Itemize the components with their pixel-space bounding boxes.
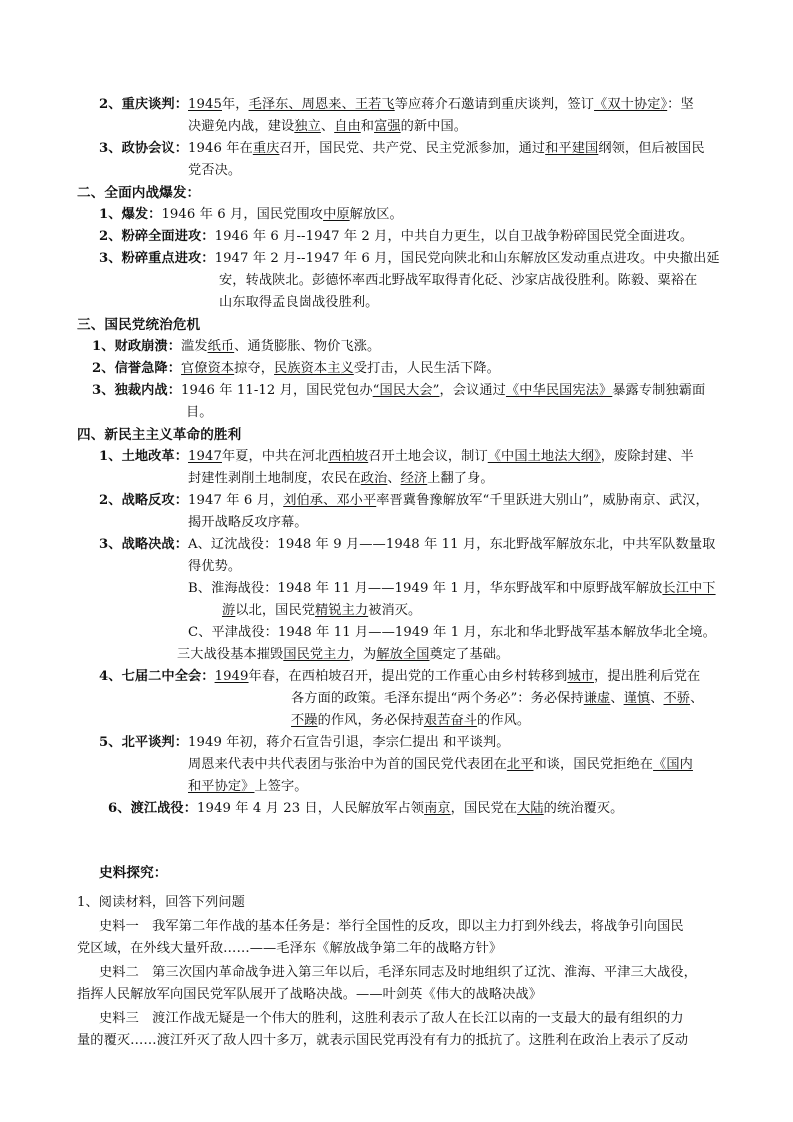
line-outbreak: 1、爆发：1946 年 6 月，国民党围攻中原解放区。 — [99, 207, 403, 222]
line-second-plenum-cont1: 各方面的政策。毛泽东提出“两个务必”：务必保持谦虚、谨慎、不骄、 — [291, 691, 704, 706]
section-heading-kmt-crisis: 三、国民党统治危机 — [77, 317, 201, 333]
line-land-reform: 1、土地改革：1947年夏，中共在河北西柏坡召开土地会议，制订《中国土地法大纲》，废除封建、半 — [99, 449, 694, 464]
material-1-line1: 史料一 我军第二年作战的基本任务是：举行全国性的反攻，即以主力打到外线去，将战争引向国民 — [99, 919, 684, 934]
item-label: 3、政协会议： — [99, 141, 189, 156]
line-river-crossing: 6、渡江战役：1949 年 4 月 23 日，人民解放军占领南京，国民党在大陆的统治覆灭。 — [108, 801, 624, 816]
line-key-offensive: 3、粉碎重点进攻：1947 年 2 月--1947 年 6 月，国民党向陕北和山东解放区发动重点进攻。中央撤出延 — [99, 251, 720, 266]
line-pcc-cont: 党否决。 — [188, 163, 242, 178]
section-heading-study: 史料探究： — [99, 865, 168, 881]
line-full-offensive: 2、粉碎全面进攻：1946 年 6 月--1947 年 2 月，中共自力更生，以自卫战争粉碎国民党全面进攻。 — [99, 229, 694, 244]
section-heading-victory: 四、新民主主义革命的胜利 — [77, 427, 242, 443]
line-chongqing-talks: 2、重庆谈判：1945年，毛泽东、周恩来、王若飞等应蒋介石邀请到重庆谈判，签订《双十协定》：坚 — [99, 97, 694, 112]
line-liaoshen: 3、战略决战：A、辽沈战役：1948 年 9 月——1948 年 11 月，东北野战军解放东北，中共军队数量取 — [99, 537, 716, 552]
material-3-line1: 史料三 渡江作战无疑是一个伟大的胜利，这胜利表示了敌人在长江以南的一支最大的最有组织的力 — [99, 1011, 684, 1026]
underlined-term: 《双十协定》 — [594, 97, 668, 112]
line-credibility: 2、信誉急降：官僚资本掠夺，民族资本主义受打击，人民生活下降。 — [92, 361, 500, 376]
material-2-line2: 指挥人民解放军向国民党军队展开了战略决战。——叶剑英《伟大的战略决战》 — [77, 987, 543, 1002]
line-three-campaigns: 三大战役基本摧毁国民党主力，为解放全国奠定了基础。 — [177, 647, 510, 662]
item-label: 2、重庆谈判： — [99, 97, 189, 112]
line-huaihai: B、淮海战役：1948 年 11 月——1949 年 1 月，华东野战军和中原野战军解放长江中下 — [188, 581, 716, 596]
underlined-term: 毛泽东、周恩来、王若飞 — [248, 97, 395, 112]
line-key-offensive-cont2: 山东取得孟良崮战役胜利。 — [219, 295, 379, 310]
line-chongqing-talks-cont: 决避免内战，建设独立、自由和富强的新中国。 — [188, 119, 468, 134]
section-heading-civil-war: 二、全面内战爆发： — [77, 185, 201, 201]
underlined-term: 1945 — [188, 97, 222, 112]
line-pcc: 3、政协会议：1946 年在重庆召开，国民党、共产党、民主党派参加，通过和平建国纲领，但后被国民 — [99, 141, 705, 156]
line-liaoshen-cont: 得优势。 — [188, 559, 242, 574]
line-peiping-talks-cont1: 周恩来代表中共代表团与张治中为首的国民党代表团在北平和谈，国民党拒绝在《国内 — [188, 757, 693, 772]
line-peiping-talks: 5、北平谈判：1949 年初，蒋介石宣告引退，李宗仁提出 和平谈判。 — [99, 735, 510, 750]
line-key-offensive-cont1: 安，转战陕北。彭德怀率西北野战军取得青化砭、沙家店战役胜利。陈毅、粟裕在 — [219, 273, 698, 288]
line-peiping-talks-cont2: 和平协定》上签字。 — [188, 779, 308, 794]
line-huaihai-cont: 游以北，国民党精锐主力被消灭。 — [222, 603, 422, 618]
line-counteroffensive: 2、战略反攻：1947 年 6 月，刘伯承、邓小平率晋冀鲁豫解放军“千里跃进大别山”，威胁南京、武汉， — [99, 493, 709, 508]
line-dictatorship: 3、独裁内战：1946 年 11-12 月，国民党包办“国民大会”，会议通过《中华民国宪法》暴露专制独霸面 — [92, 383, 706, 398]
line-dictatorship-cont: 目。 — [186, 405, 213, 420]
line-land-reform-cont: 封建性剥削土地制度，农民在政治、经济上翻了身。 — [188, 471, 494, 486]
material-2-line1: 史料二 第三次国内革命战争进入第三年以后，毛泽东同志及时地组织了辽沈、淮海、平津三大战役， — [99, 965, 697, 980]
material-3-line2: 量的覆灭……渡江歼灭了敌人四十多万，就表示国民党再没有有力的抵抗了。这胜利在政治上表示了反动 — [77, 1033, 689, 1048]
question-1: 1、阅读材料，回答下列问题 — [77, 895, 245, 910]
line-finance: 1、财政崩溃：滥发纸币、通货膨胀、物价飞涨。 — [92, 339, 381, 354]
material-1-line2: 党区域，在外线大量歼敌……——毛泽东《解放战争第二年的战略方针》 — [77, 941, 503, 956]
line-second-plenum-cont2: 不躁的作风，务必保持艰苦奋斗的作风。 — [291, 713, 531, 728]
line-counteroffensive-cont: 揭开战略反攻序幕。 — [188, 515, 308, 530]
line-second-plenum: 4、七届二中全会：1949年春，在西柏坡召开，提出党的工作重心由乡村转移到城市，提出胜利后党在 — [99, 669, 701, 684]
line-pingjin: C、平津战役：1948 年 11 月——1949 年 1 月，东北和华北野战军基本解放华北全境。 — [188, 625, 716, 640]
